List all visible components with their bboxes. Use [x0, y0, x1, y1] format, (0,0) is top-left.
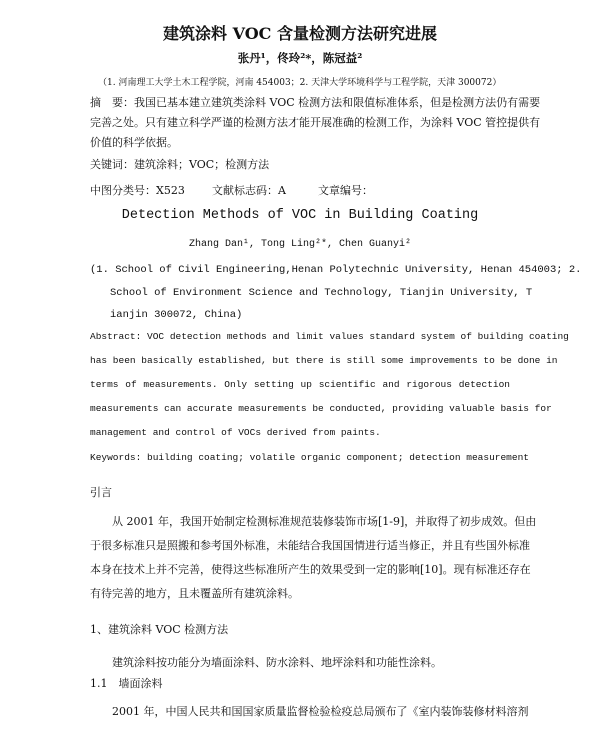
en-abstract-line: management and control of VOCs derived from paints.: [90, 427, 381, 438]
section-1-text: 建筑涂料按功能分为墙面涂料、防水涂料、地坪涂料和功能性涂料。: [112, 656, 442, 669]
en-abstract-line: measurements can accurate measurements be conducted, providing valuable basis for: [90, 403, 552, 414]
en-keywords: Keywords: building coating; volatile organic component; detection measurement: [90, 452, 529, 463]
cn-abstract-line: 完善之处。只有建立科学严谨的检测方法才能开展准确的检测工作，为涂料 VOC 管控提供有: [90, 116, 541, 129]
cn-article-no: 文章编号：: [318, 184, 373, 197]
section-1-1-heading: 1.1 墙面涂料: [90, 677, 163, 690]
cn-authors: 张丹¹，佟玲²*，陈冠益²: [237, 51, 363, 65]
en-authors: Zhang Dan¹, Tong Ling²*, Chen Guanyi²: [188, 239, 412, 250]
cn-affiliation: （1. 河南理工大学土木工程学院，河南 454003；2. 天津大学环境科学与工程学院，天津 300072）: [98, 78, 502, 88]
section-1-1-text: 2001 年，中国人民共和国国家质量监督检验检疫总局颁布了《室内装饰装修材料溶剂: [112, 705, 529, 718]
cn-keywords: 关键词：建筑涂料；VOC；检测方法: [90, 158, 270, 171]
cn-clc: 中图分类号：X523: [90, 184, 185, 197]
intro-line: 于很多标准只是照搬和参考国外标准，未能结合我国国情进行适当修正，并且有些国外标准: [90, 539, 530, 552]
cn-title: 建筑涂料 VOC 含量检测方法研究进展: [163, 24, 437, 43]
en-abstract-line: has been basically established, but there is still some improvements to be done in: [90, 355, 558, 366]
en-title: Detection Methods of VOC in Building Coating: [121, 208, 479, 223]
en-abstract-line: terms of measurements. Only setting up scientific and rigorous detection: [90, 379, 510, 390]
en-abstract-line: Abstract: VOC detection methods and limit values standard system of building coating: [90, 331, 569, 342]
cn-abstract-line: 价值的科学依据。: [90, 136, 178, 149]
en-affiliation-line: ianjin 300072, China): [110, 309, 243, 321]
intro-line: 本身在技术上并不完善，使得这些标准所产生的效果受到一定的影响[10]。现有标准还存在: [90, 563, 531, 576]
cn-abstract-line: 摘 要：我国已基本建立建筑类涂料 VOC 检测方法和限值标准体系，但是检测方法仍有需要: [90, 96, 541, 109]
en-affiliation-line: (1. School of Civil Engineering,Henan Polytechnic University, Henan 454003; 2.: [90, 264, 582, 276]
intro-line: 从 2001 年，我国开始制定检测标准规范装修装饰市场[1-9]，并取得了初步成效。但由: [112, 515, 537, 528]
intro-heading: 引言: [90, 486, 112, 499]
intro-line: 有待完善的地方，且未覆盖所有建筑涂料。: [90, 587, 299, 600]
section-1-heading: 1、建筑涂料 VOC 检测方法: [90, 623, 229, 636]
cn-doc-code: 文献标志码：A: [212, 184, 286, 197]
en-affiliation-line: School of Environment Science and Technology, Tianjin University, T: [110, 287, 533, 299]
